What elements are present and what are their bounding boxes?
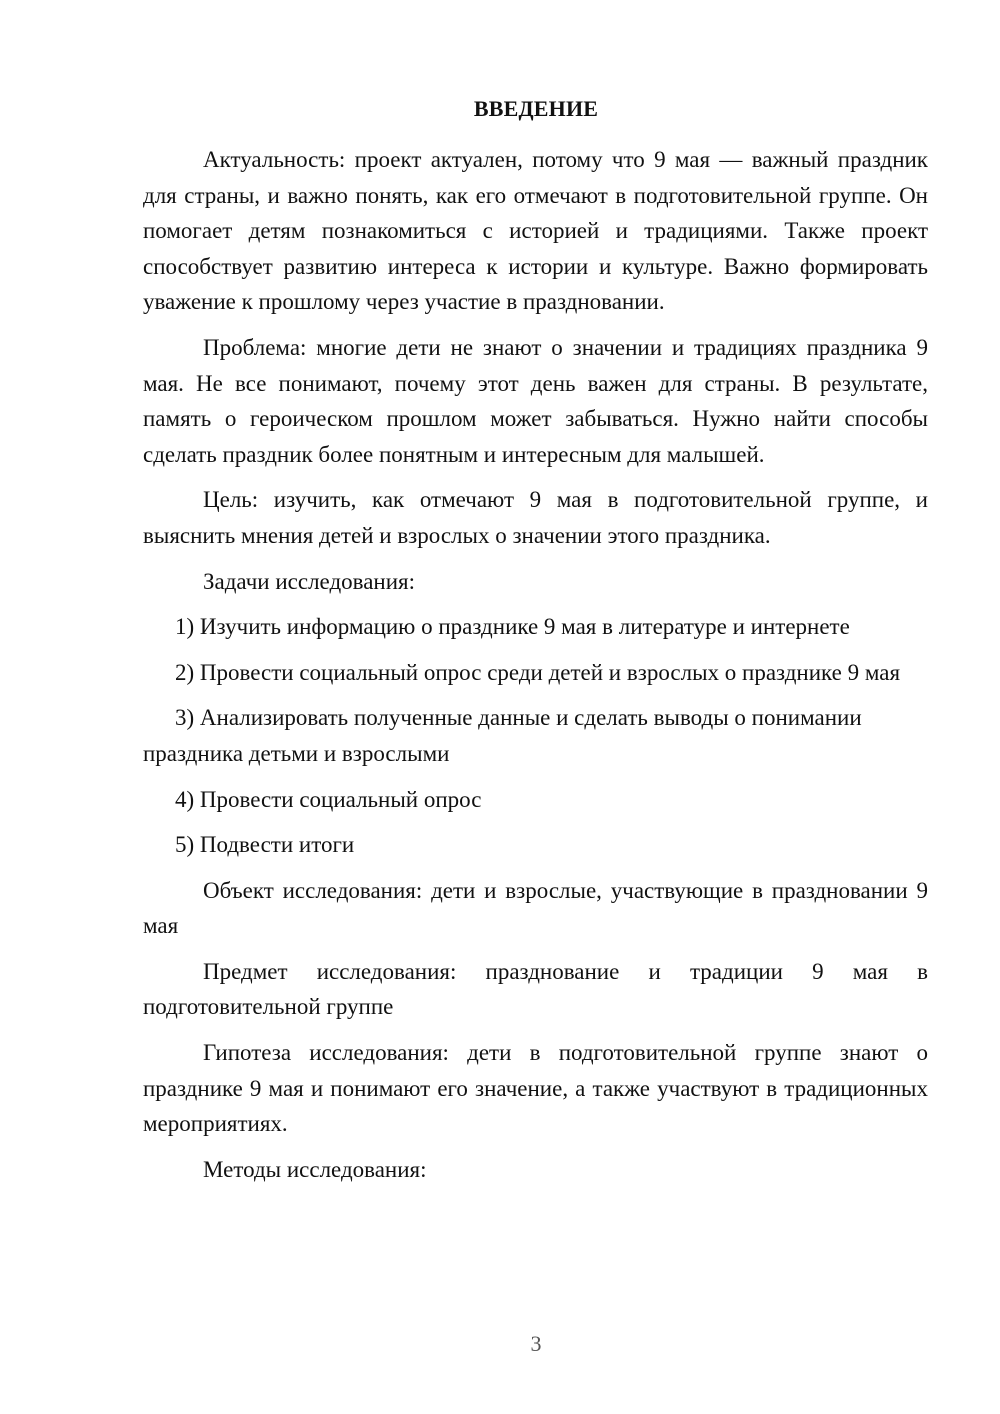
page-number: 3: [530, 1331, 542, 1356]
page-title: ВВЕДЕНИЕ: [473, 96, 599, 121]
task-item-4: 4) Провести социальный опрос: [175, 786, 482, 812]
tasks-heading: Задачи исследования:: [203, 568, 416, 594]
task-item-3: 3) Анализировать полученные данные и сделать выводы о понимании праздника детьми и взрослыми: [143, 705, 862, 766]
object-paragraph: Объект исследования: дети и взрослые, участвующие в праздновании 9 мая: [143, 877, 928, 939]
task-item-5: 5) Подвести итоги: [175, 832, 355, 858]
task-item-2: 2) Провести социальный опрос среди детей и взрослых о празднике 9 мая: [175, 659, 901, 685]
relevance-paragraph: Актуальность: проект актуален, потому что 9 мая — важный праздник для страны, и важно понять, как его отмечают в подготовительной группе. Он помогает детям познакомиться с историей и традициями. Также проект способствует развитию интереса к истории и культуре. Важно формировать уважение к прошлому через участие в праздновании.: [143, 147, 928, 315]
methods-paragraph: Методы исследования:: [203, 1156, 427, 1182]
page-body: [143, 142, 928, 1197]
goal-paragraph: Цель: изучить, как отмечают 9 мая в подготовительной группе, и выяснить мнения детей и взрослых о значении этого праздника.: [143, 487, 928, 548]
problem-paragraph: Проблема: многие дети не знают о значении и традициях праздника 9 мая. Не все понимают, почему этот день важен для страны. В результате, память о героическом прошлом может забываться. Нужно найти способы сделать праздник более понятным и интересным для малышей.: [143, 334, 928, 467]
hypothesis-paragraph: Гипотеза исследования: дети в подготовительной группе знают о празднике 9 мая и понимают его значение, а также участвуют в традиционных мероприятиях.: [143, 1040, 928, 1137]
task-item-1: 1) Изучить информацию о празднике 9 мая в литературе и интернете: [175, 614, 850, 640]
subject-paragraph: Предмет исследования: празднование и традиции 9 мая в подготовительной группе: [143, 958, 928, 1020]
